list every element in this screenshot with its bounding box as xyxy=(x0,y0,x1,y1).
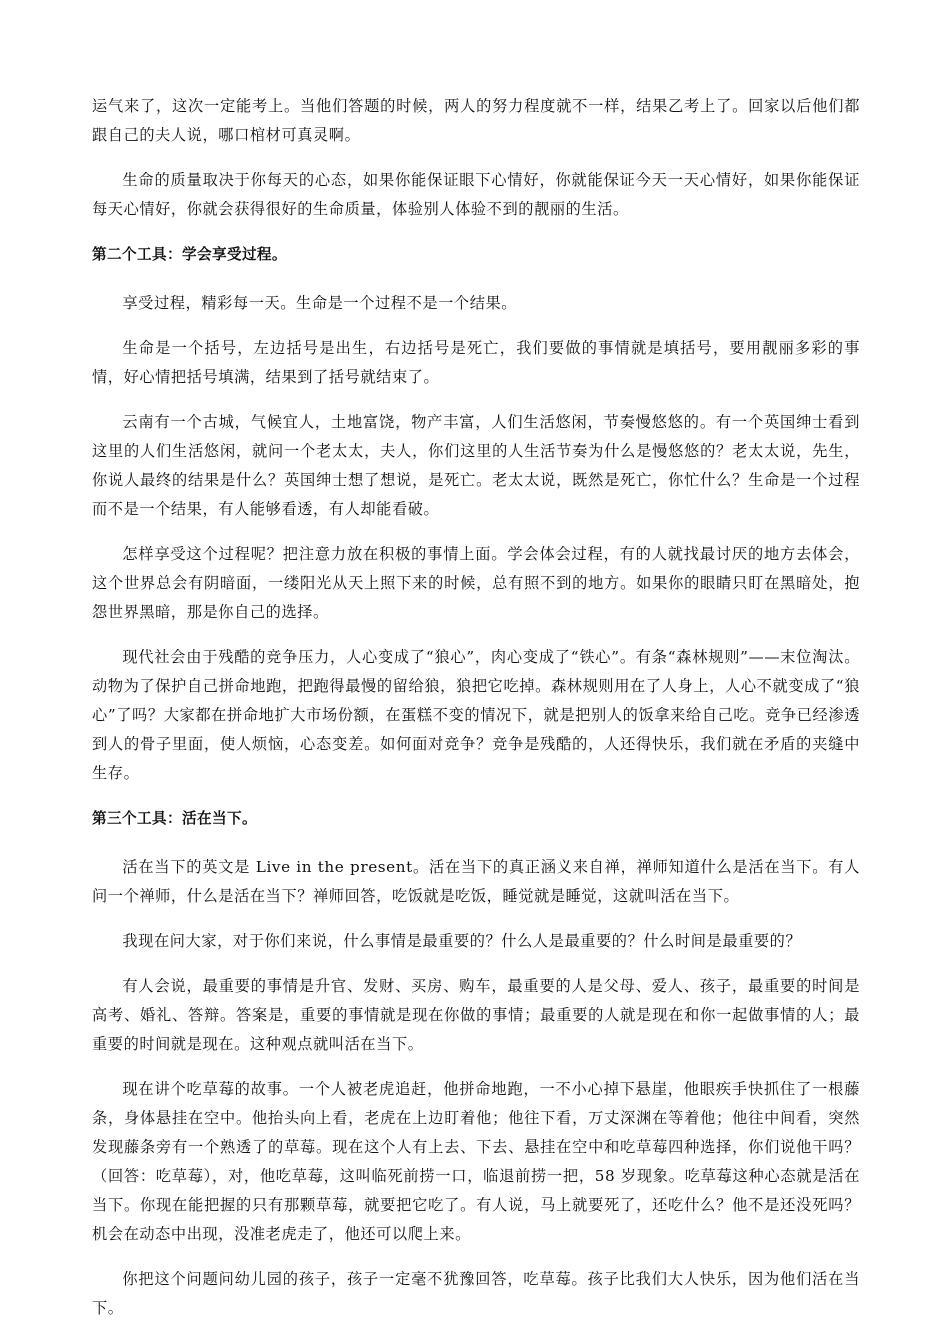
section-heading: 第三个工具：活在当下。 xyxy=(92,810,257,827)
paragraph: 运气来了，这次一定能考上。当他们答题的时候，两人的努力程度就不一样，结果乙考上了。回家以后他们都跟自己的夫人说，哪口棺材可真灵啊。 xyxy=(92,97,860,144)
paragraph: 现代社会由于残酷的竞争压力，人心变成了“狼心”，肉心变成了“铁心”。有条“森林规则”——末位淘汰。动物为了保护自己拼命地跑，把跑得最慢的留给狼，狼把它吃掉。森林规则用在了人身上，人心不就变成了“狼心”了吗？大家都在拼命地扩大市场份额，在蛋糕不变的情况下，就是把别人的饭拿来给自己吃。竞争已经渗透到人的骨子里面，使人烦恼，心态变差。如何面对竞争？竞争是残酷的，人还得快乐，我们就在矛盾的夹缝中生存。 xyxy=(92,648,860,782)
paragraph: 你把这个问题问幼儿园的孩子，孩子一定毫不犹豫回答，吃草莓。孩子比我们大人快乐，因为他们活在当下。 xyxy=(92,1270,860,1317)
document-page xyxy=(92,92,860,1339)
paragraph: 我现在问大家，对于你们来说，什么事情是最重要的？什么人是最重要的？什么时间是最重要的？ xyxy=(122,932,802,950)
paragraph: 怎样享受这个过程呢？把注意力放在积极的事情上面。学会体会过程，有的人就找最讨厌的地方去体会，这个世界总会有阴暗面，一缕阳光从天上照下来的时候，总有照不到的地方。如果你的眼睛只盯在黑暗处，抱怨世界黑暗，那是你自己的选择。 xyxy=(92,545,860,621)
section-heading: 第二个工具：学会享受过程。 xyxy=(92,246,287,263)
paragraph: 生命是一个括号，左边括号是出生，右边括号是死亡，我们要做的事情就是填括号，要用靓丽多彩的事情，好心情把括号填满，结果到了括号就结束了。 xyxy=(92,339,860,386)
paragraph: 现在讲个吃草莓的故事。一个人被老虎追赶，他拼命地跑，一不小心掉下悬崖，他眼疾手快抓住了一根藤条，身体悬挂在空中。他抬头向上看，老虎在上边盯着他；他往下看，万丈深渊在等着他；他往中间看，突然发现藤条旁有一个熟透了的草莓。现在这个人有上去、下去、悬挂在空中和吃草莓四种选择，你们说他干吗？（回答：吃草莓），对，他吃草莓，这叫临死前捞一口，临退前捞一把，58 岁现象。吃草莓这种心态就是活在当下。你现在能把握的只有那颗草莓，就要把它吃了。有人说，马上就要死了，还吃什么？他不是还没死吗？机会在动态中出现，没准老虎走了，他还可以爬上来。 xyxy=(92,1080,860,1243)
paragraph: 生命的质量取决于你每天的心态，如果你能保证眼下心情好，你就能保证今天一天心情好，如果你能保证每天心情好，你就会获得很好的生命质量，体验别人体验不到的靓丽的生活。 xyxy=(92,171,860,218)
paragraph: 活在当下的英文是 Live in the present。活在当下的真正涵义来自禅，禅师知道什么是活在当下。有人问一个禅师，什么是活在当下？禅师回答，吃饭就是吃饭，睡觉就是睡觉，这就叫活在当下。 xyxy=(92,858,860,905)
paragraph: 有人会说，最重要的事情是升官、发财、买房、购车，最重要的人是父母、爱人、孩子，最重要的时间是高考、婚礼、答辩。答案是，重要的事情就是现在你做的事情；最重要的人就是现在和你一起做事情的人；最重要的时间就是现在。这种观点就叫活在当下。 xyxy=(92,977,860,1053)
paragraph: 云南有一个古城，气候宜人，土地富饶，物产丰富，人们生活悠闲，节奏慢悠悠的。有一个英国绅士看到这里的人们生活悠闲，就问一个老太太，夫人，你们这里的人生活节奏为什么是慢悠悠的？老太太说，先生，你说人最终的结果是什么？英国绅士想了想说，是死亡。老太太说，既然是死亡，你忙什么？生命是一个过程而不是一个结果，有人能够看透，有人却能看破。 xyxy=(92,413,860,518)
paragraph: 享受过程，精彩每一天。生命是一个过程不是一个结果。 xyxy=(122,294,518,312)
